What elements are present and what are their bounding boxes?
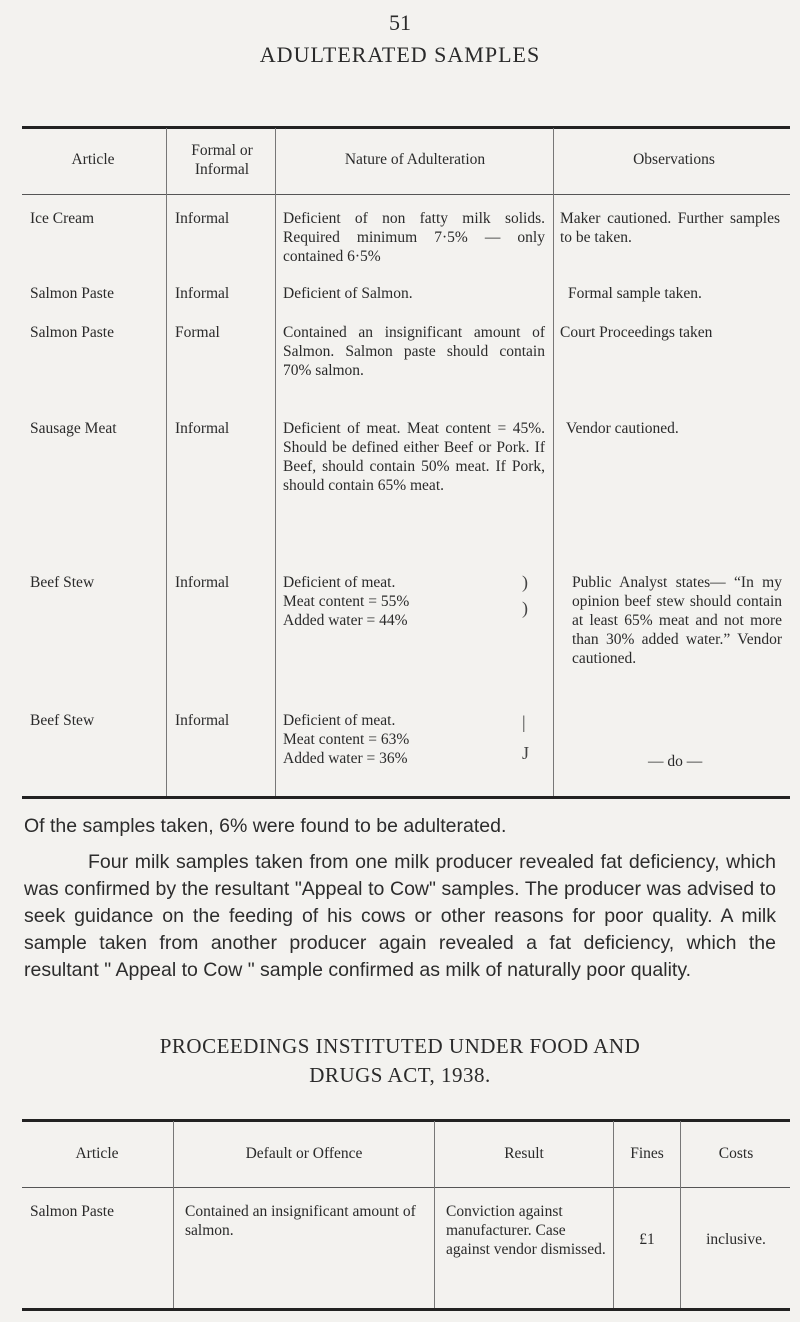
table-row: Salmon Paste: [30, 285, 114, 302]
table2-header-costs: Costs: [718, 1145, 754, 1162]
table-row: Beef Stew: [30, 712, 95, 729]
table2-header-offence: Default or Offence: [245, 1145, 363, 1162]
table-row: Salmon Paste: [30, 1203, 114, 1220]
section-title-adulterated: ADULTERATED SAMPLES: [259, 42, 541, 67]
table1-header-article: Article: [71, 151, 115, 168]
table-row: Sausage Meat: [30, 420, 117, 437]
paragraph-milk-samples: Four milk samples taken from one milk producer revealed fat deficiency, which was confirmed by the resultant "Appeal to Cow" samples. The producer was advised to seek guidance on the feeding of his cows or other reasons for poor quality. A milk sample taken from another producer again revealed a fat deficiency, which the resultant " Appeal to Cow " sample confirmed as milk of naturally poor quality.: [24, 851, 776, 981]
table1-header-observations: Observations: [633, 151, 715, 168]
table1-header-formal: Formal or Informal: [191, 142, 253, 178]
table-row: Ice Cream: [30, 210, 95, 227]
table1-bottom-rule: [22, 796, 790, 799]
table2-bottom-rule: [22, 1308, 790, 1311]
table2-header-result: Result: [504, 1145, 544, 1162]
brace-icon: ): [522, 572, 528, 592]
table-row: Salmon Paste: [30, 324, 114, 341]
table2-header-rule: [22, 1187, 790, 1188]
table-row: Beef Stew: [30, 574, 95, 591]
table1-top-rule: [22, 126, 790, 129]
table2-header-article: Article: [75, 1145, 119, 1162]
brace-icon: J: [522, 743, 530, 763]
brace-icon: ): [522, 598, 528, 618]
table1-header-rule: [22, 194, 790, 195]
brace-icon: |: [522, 712, 526, 732]
table2-header-fines: Fines: [630, 1145, 664, 1162]
table1-header-nature: Nature of Adulteration: [344, 151, 486, 168]
page-number: 51: [389, 10, 411, 35]
section-title-proceedings: PROCEEDINGS INSTITUTED UNDER FOOD AND: [159, 1034, 641, 1058]
section-title-proceedings-line2: DRUGS ACT, 1938.: [309, 1063, 491, 1087]
paragraph-summary: Of the samples taken, 6% were found to be adulterated.: [24, 815, 507, 837]
table2-top-rule: [22, 1119, 790, 1122]
